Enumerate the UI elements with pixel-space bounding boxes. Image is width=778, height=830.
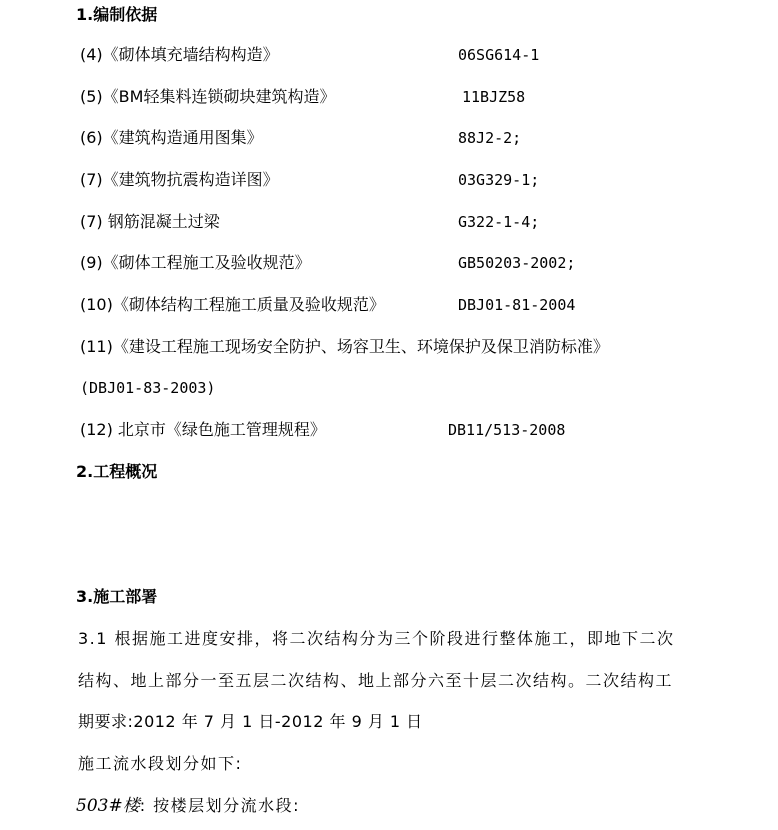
section-heading-basis: 1.编制依据 [76, 5, 158, 24]
paragraph-line: 期要求:2012 年 7 月 1 日-2012 年 9 月 1 日 [78, 712, 423, 731]
building-flow-text: : 按楼层划分流水段: [139, 796, 301, 815]
reference-row [0, 253, 778, 275]
section-heading-overview: 2.工程概况 [76, 462, 158, 481]
reference-code: 06SG614-1 [458, 46, 540, 64]
reference-title: (5)《BM轻集料连锁砌块建筑构造》 [80, 87, 336, 106]
reference-row [0, 212, 778, 234]
reference-row [0, 420, 778, 442]
reference-code: GB50203-2002; [458, 254, 576, 272]
reference-title: (12) 北京市《绿色施工管理规程》 [80, 420, 326, 439]
reference-title: (7) 钢筋混凝土过梁 [80, 212, 220, 231]
building-flow-line [76, 796, 300, 816]
reference-code: DB11/513-2008 [448, 421, 566, 439]
building-label: 503#楼 [76, 796, 140, 816]
reference-title: (7)《建筑物抗震构造详图》 [80, 170, 279, 189]
reference-row [0, 45, 778, 67]
reference-title-long: (11)《建设工程施工现场安全防护、场容卫生、环境保护及保卫消防标准》 [80, 337, 609, 356]
reference-code: 88J2-2; [458, 129, 522, 147]
section-heading-deployment: 3.施工部署 [76, 587, 158, 606]
reference-row [0, 295, 778, 317]
reference-title: (4)《砌体填充墙结构构造》 [80, 45, 279, 64]
reference-code: 03G329-1; [458, 171, 540, 189]
flow-intro: 施工流水段划分如下: [78, 754, 243, 773]
reference-row [0, 87, 778, 109]
reference-row [0, 170, 778, 192]
reference-row [0, 128, 778, 150]
reference-title: (6)《建筑构造通用图集》 [80, 128, 263, 147]
reference-title: (9)《砌体工程施工及验收规范》 [80, 253, 311, 272]
paragraph-line: 结构、地上部分一至五层二次结构、地上部分六至十层二次结构。二次结构工 [78, 671, 674, 690]
reference-title: (10)《砌体结构工程施工质量及验收规范》 [80, 295, 385, 314]
reference-code-long: (DBJ01-83-2003) [80, 379, 216, 397]
reference-code: 11BJZ58 [462, 88, 526, 106]
reference-code: G322-1-4; [458, 213, 540, 231]
reference-code: DBJ01-81-2004 [458, 296, 576, 314]
paragraph-line: 3.1 根据施工进度安排，将二次结构分为三个阶段进行整体施工，即地下二次 [78, 629, 675, 648]
